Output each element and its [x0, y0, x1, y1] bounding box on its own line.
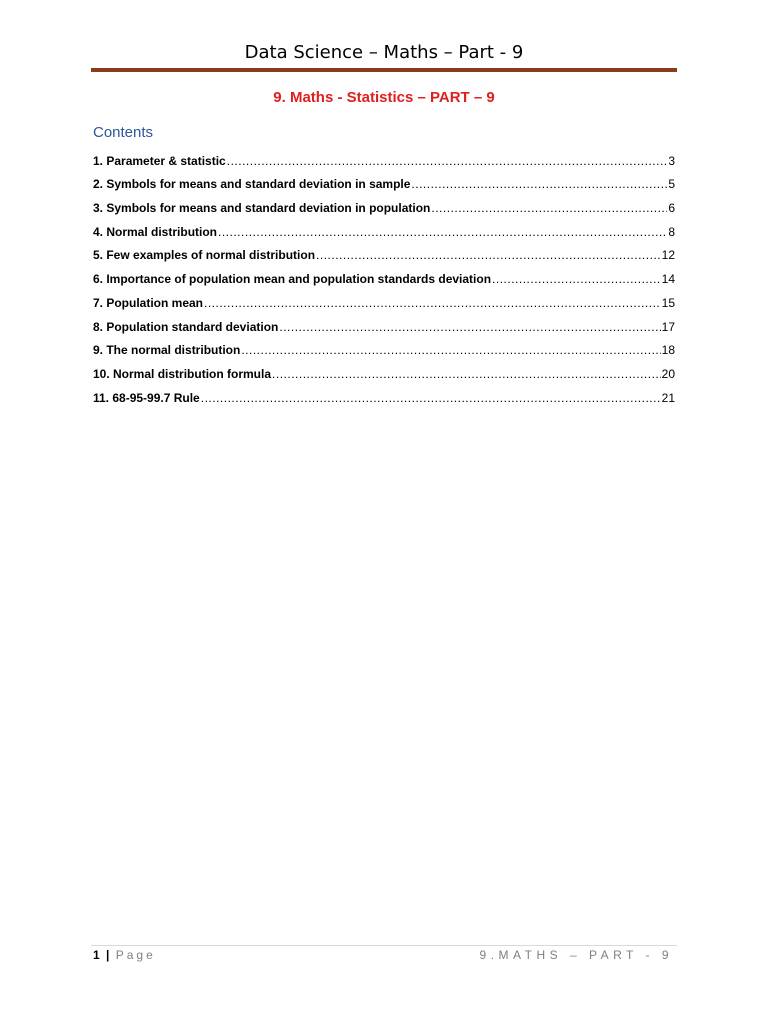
toc-entry-page: 5: [668, 177, 675, 192]
toc-entry-label: 4. Normal distribution: [93, 224, 218, 239]
toc-entry-label: 5. Few examples of normal distribution: [93, 248, 316, 263]
toc-entry-label: 6. Importance of population mean and population standards deviation: [93, 272, 492, 287]
toc-entry-page: 6: [668, 201, 675, 216]
toc-entry[interactable]: [93, 382, 675, 406]
page-header-title: Data Science – Maths – Part - 9: [244, 42, 524, 63]
toc-entry[interactable]: [93, 358, 675, 382]
toc-entry-page: 3: [668, 153, 675, 168]
toc-entry-page: 15: [661, 295, 675, 310]
toc-entry-label: 1. Parameter & statistic: [93, 153, 226, 168]
toc-entry[interactable]: [93, 169, 675, 193]
toc-entry[interactable]: [93, 145, 675, 169]
toc-entry[interactable]: [93, 263, 675, 287]
toc-entry-label: 8. Population standard deviation: [93, 319, 279, 334]
toc-entry-label: 10. Normal distribution formula: [93, 366, 272, 381]
toc-dot-leader: [218, 224, 667, 240]
toc-dot-leader: [431, 200, 667, 216]
toc-dot-leader: [201, 390, 661, 406]
table-of-contents: [93, 145, 675, 406]
header-divider: [91, 68, 677, 72]
toc-entry-label: 11. 68-95-99.7 Rule: [93, 390, 200, 405]
toc-dot-leader: [204, 295, 661, 311]
toc-dot-leader: [279, 319, 660, 335]
toc-entry[interactable]: [93, 192, 675, 216]
footer-running-title: 9.MATHS – PART - 9: [479, 948, 673, 962]
footer-page-word: Page: [115, 948, 156, 962]
toc-dot-leader: [411, 176, 667, 192]
toc-entry-page: 18: [661, 343, 675, 358]
footer-page-number: 1: [93, 948, 100, 962]
toc-entry-page: 8: [668, 224, 675, 239]
toc-dot-leader: [227, 153, 668, 169]
toc-entry[interactable]: [93, 335, 675, 359]
toc-dot-leader: [241, 342, 660, 358]
toc-entry-page: 21: [661, 390, 675, 405]
toc-dot-leader: [316, 247, 661, 263]
toc-entry[interactable]: [93, 287, 675, 311]
toc-dot-leader: [492, 271, 661, 287]
toc-entry-label: 3. Symbols for means and standard deviation in population: [93, 201, 431, 216]
toc-entry-page: 20: [661, 366, 675, 381]
contents-heading: Contents: [93, 124, 154, 141]
toc-entry-label: 7. Population mean: [93, 295, 204, 310]
footer-page-indicator: [93, 948, 156, 962]
toc-dot-leader: [272, 366, 661, 382]
footer-separator: |: [106, 948, 110, 962]
toc-entry-page: 12: [661, 248, 675, 263]
document-title: 9. Maths - Statistics – PART – 9: [273, 89, 495, 106]
toc-entry[interactable]: [93, 311, 675, 335]
footer-divider: [91, 945, 677, 946]
toc-entry-label: 9. The normal distribution: [93, 343, 241, 358]
toc-entry-page: 17: [661, 319, 675, 334]
toc-entry-label: 2. Symbols for means and standard deviation in sample: [93, 177, 411, 192]
toc-entry[interactable]: [93, 216, 675, 240]
toc-entry-page: 14: [661, 272, 675, 287]
toc-entry[interactable]: [93, 240, 675, 264]
